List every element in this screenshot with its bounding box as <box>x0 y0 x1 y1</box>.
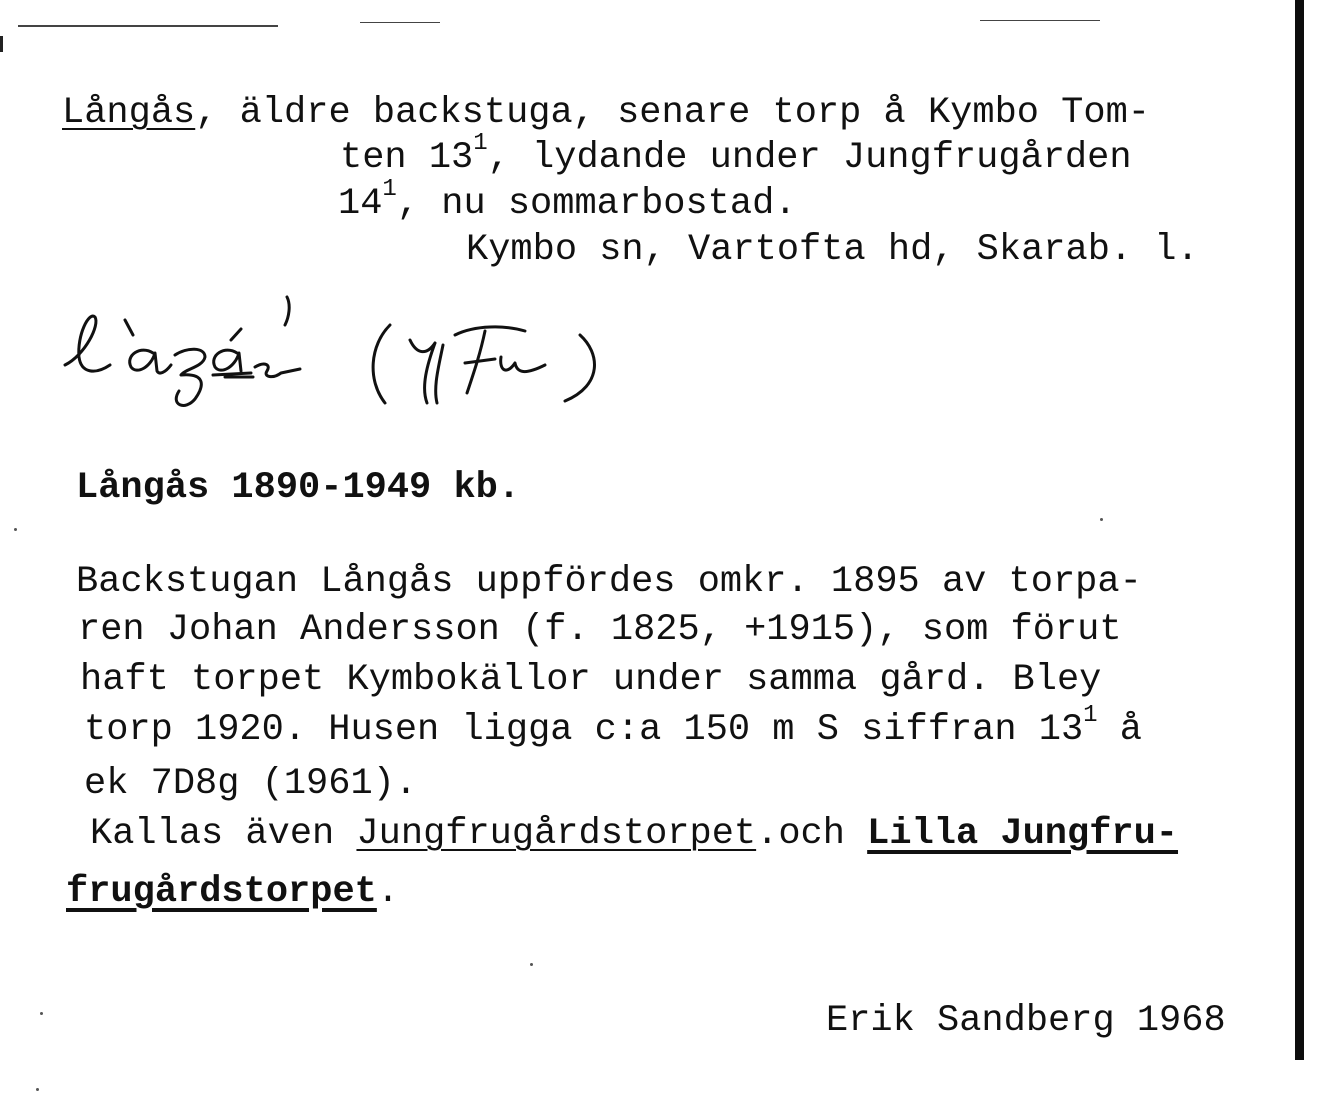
alt-name-2-cont: frugårdstorpet <box>66 871 377 913</box>
body-text: . <box>376 871 400 913</box>
top-edge-mark <box>980 20 1100 21</box>
entry-location: Kymbo sn, Vartofta hd, Skarab. l. <box>466 229 1199 271</box>
entry-text: , nu sommarbostad. <box>396 183 797 225</box>
top-edge-mark <box>18 25 278 27</box>
body-text: å <box>1097 709 1142 751</box>
entry-line-3 <box>338 176 797 225</box>
edge-mark <box>0 36 3 52</box>
alt-name-2: Lilla Jungfru- <box>867 813 1179 855</box>
record-line: Långås 1890-1949 kb. <box>76 467 521 509</box>
body-line-1: Backstugan Långås uppfördes omkr. 1895 av torpa- <box>76 561 1142 603</box>
entry-line-1 <box>62 92 1150 134</box>
handwritten-pronunciation <box>55 295 615 425</box>
superscript: 1 <box>1083 702 1098 729</box>
speck <box>40 1012 43 1015</box>
speck <box>36 1088 39 1091</box>
alt-name-1: Jungfrugårdstorpet <box>356 813 757 855</box>
entry-line-2 <box>340 130 1132 179</box>
body-line-4 <box>84 702 1142 751</box>
speck <box>14 528 17 531</box>
entry-text: 14 <box>338 183 383 225</box>
entry-text: , lydande under Jungfrugården <box>487 137 1132 179</box>
top-edge-mark <box>360 22 440 23</box>
speck <box>530 963 533 966</box>
speck <box>1100 518 1103 521</box>
signature: Erik Sandberg 1968 <box>826 1000 1226 1042</box>
entry-heading: Långås <box>62 92 196 134</box>
superscript: 1 <box>382 176 397 203</box>
entry-description: , äldre backstuga, senare torp å Kymbo Tom- <box>195 92 1150 134</box>
body-text: torp 1920. Husen ligga c:a 150 m S siffran 13 <box>84 709 1084 751</box>
body-text: .och <box>756 813 868 855</box>
superscript: 1 <box>473 130 488 157</box>
body-line-2: ren Johan Andersson (f. 1825, +1915), som förut <box>78 609 1122 651</box>
body-line-3: haft torpet Kymbokällor under samma gård. Bley <box>80 659 1102 701</box>
body-line-7 <box>66 871 400 913</box>
body-line-6 <box>90 813 1179 855</box>
body-text: Kallas även <box>90 813 357 855</box>
card-right-edge <box>1295 0 1304 1060</box>
body-line-5: ek 7D8g (1961). <box>84 763 418 805</box>
entry-text: ten 13 <box>340 137 474 179</box>
